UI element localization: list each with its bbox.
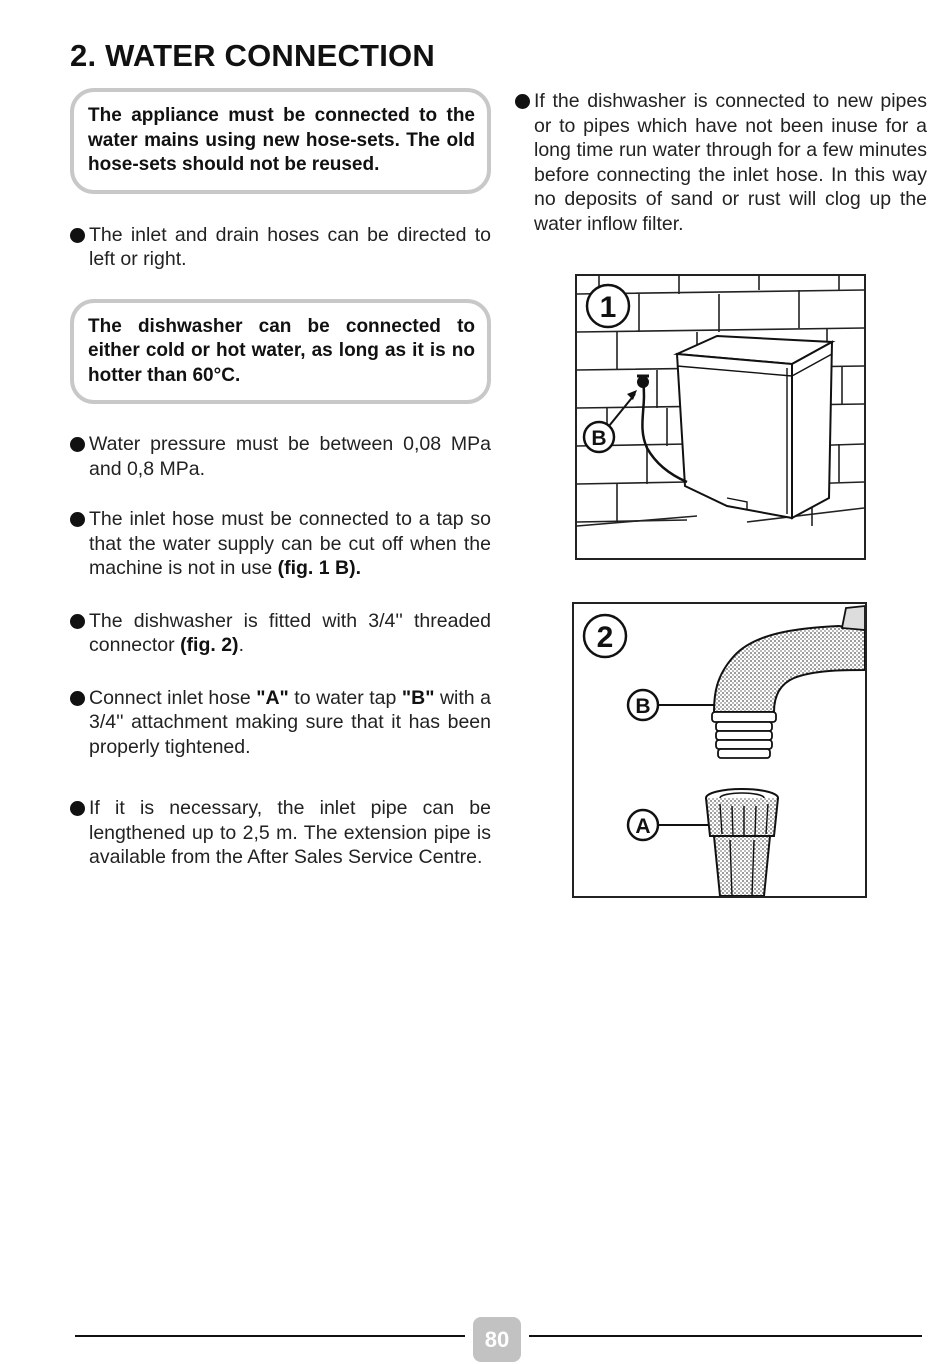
bullet-dot-icon [70,512,85,527]
bullet-dot-icon [70,801,85,816]
bullet-dot-icon [515,94,530,109]
footer-rule-right [529,1335,922,1337]
connector-text: The dishwasher is fitted with 3/4'' threaded connector [89,609,491,656]
hose-direction-text: The inlet and drain hoses can be directed to left or right. [89,223,491,270]
dishwasher-illustration [577,276,864,558]
list-item [70,432,491,481]
right-column [515,89,927,236]
tap-connector-illustration [574,604,865,896]
connect-text: with a 3/4'' attachment making sure that it has been properly tightened. [89,686,492,758]
figure-1 [575,274,866,560]
connect-text: Connect inlet hose [89,686,257,709]
notice-new-hose-sets: The appliance must be connected to the water mains using new hose-sets. The old hose-sets should not be reused. [70,88,491,194]
bullet-dot-icon [70,437,85,452]
tap-b-label: "B" [401,686,435,709]
notice-water-temperature: The dishwasher can be connected to either cold or hot water, as long as it is no hotter than 60°C. [70,299,491,405]
inlet-tap-text: The inlet hose must be connected to a tap so that the water supply can be cut off when the machine is not in use [89,508,491,579]
water-pressure-text: Water pressure must be between 0,08 MPa and 0,8 MPa. [89,433,491,480]
page-number: 80 [473,1317,521,1362]
list-item [70,796,491,870]
connect-text: to water tap [288,686,402,709]
bullet-dot-icon [70,691,85,706]
tap-icon [637,376,649,388]
callout-a-label: A [635,815,651,838]
callout-b-label: B [591,427,607,450]
flush-pipes-text: If the dishwasher is connected to new pipes or to pipes which have not been inuse for a long time run water through for a few minutes before connecting the inlet hose. In this way no deposits of sand or rust will clog up the water inflow filter. [534,90,927,235]
page-title: 2. WATER CONNECTION [70,38,435,73]
fig-reference: (fig. 2) [180,634,239,656]
sentence-end: . [238,634,244,656]
bullet-dot-icon [70,614,85,629]
figure-number: 1 [599,291,617,324]
list-item [70,507,491,581]
figure-2 [572,602,867,898]
left-column [70,88,491,870]
footer-rule-left [75,1335,465,1337]
list-item [515,89,927,236]
callout-b-label: B [635,695,651,718]
list-item [70,223,491,272]
list-item [70,686,491,760]
figure-number: 2 [596,621,614,654]
bullet-dot-icon [70,228,85,243]
fig-reference: (fig. 1 B). [277,557,362,579]
list-item [70,609,491,658]
extension-text: If it is necessary, the inlet pipe can be lengthened up to 2,5 m. The extension pipe is available from the After Sales Service Centre. [89,797,491,868]
hose-a-label: "A" [256,686,289,709]
